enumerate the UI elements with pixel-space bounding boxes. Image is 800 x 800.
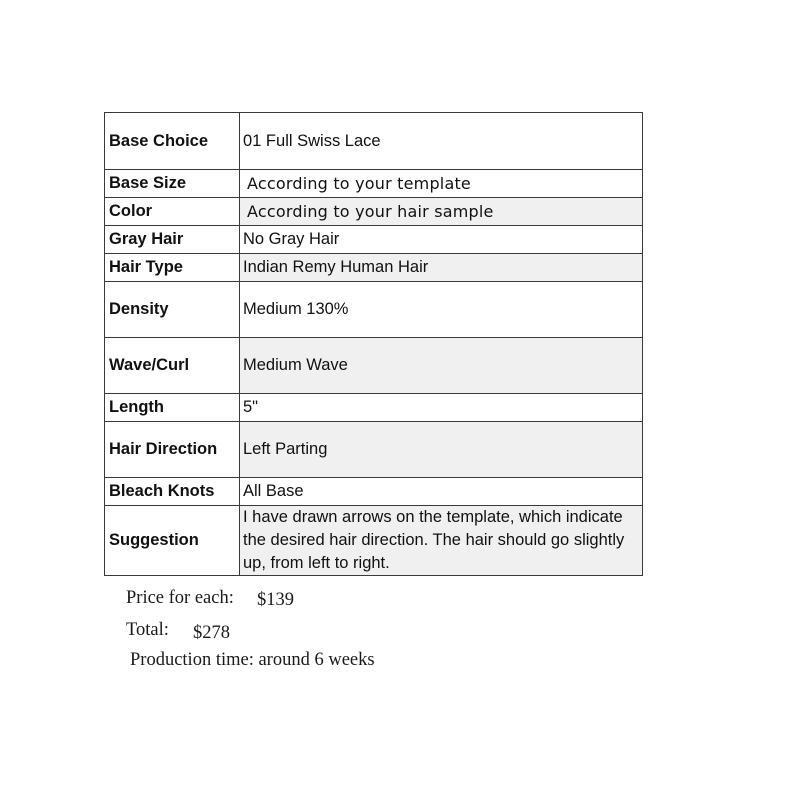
base-size-value: According to your template — [240, 170, 643, 198]
bleach-knots-value: All Base — [240, 478, 643, 506]
total-label: Total: — [126, 620, 169, 640]
total-line — [126, 620, 326, 646]
hair-direction-label: Hair Direction — [105, 422, 240, 478]
hair-direction-value: Left Parting — [240, 422, 643, 478]
gray-hair-value: No Gray Hair — [240, 226, 643, 254]
length-value: 5" — [240, 394, 643, 422]
table-row — [105, 422, 643, 478]
table-row — [105, 170, 643, 198]
table-row — [105, 478, 643, 506]
color-label: Color — [105, 198, 240, 226]
density-value: Medium 130% — [240, 282, 643, 338]
price-value: $139 — [257, 590, 294, 610]
table-row — [105, 394, 643, 422]
suggestion-value: I have drawn arrows on the template, which indicate the desired hair direction. The hair should go slightly up, from left to right. — [240, 506, 643, 576]
total-value: $278 — [193, 623, 230, 643]
base-size-label: Base Size — [105, 170, 240, 198]
wave-curl-label: Wave/Curl — [105, 338, 240, 394]
price-label: Price for each: — [126, 588, 234, 608]
hair-type-label: Hair Type — [105, 254, 240, 282]
table-row — [105, 282, 643, 338]
color-value: According to your hair sample — [240, 198, 643, 226]
length-label: Length — [105, 394, 240, 422]
hair-spec-table — [104, 112, 643, 576]
base-choice-label: Base Choice — [105, 113, 240, 170]
table-row — [105, 226, 643, 254]
wave-curl-value: Medium Wave — [240, 338, 643, 394]
density-label: Density — [105, 282, 240, 338]
bleach-knots-label: Bleach Knots — [105, 478, 240, 506]
hair-type-value: Indian Remy Human Hair — [240, 254, 643, 282]
gray-hair-label: Gray Hair — [105, 226, 240, 254]
table-row — [105, 113, 643, 170]
table-row — [105, 338, 643, 394]
price-line — [126, 588, 386, 614]
table-row — [105, 506, 643, 576]
suggestion-label: Suggestion — [105, 506, 240, 576]
table-row — [105, 254, 643, 282]
table-row — [105, 198, 643, 226]
base-choice-value: 01 Full Swiss Lace — [240, 113, 643, 170]
production-time: Production time: around 6 weeks — [130, 650, 375, 670]
